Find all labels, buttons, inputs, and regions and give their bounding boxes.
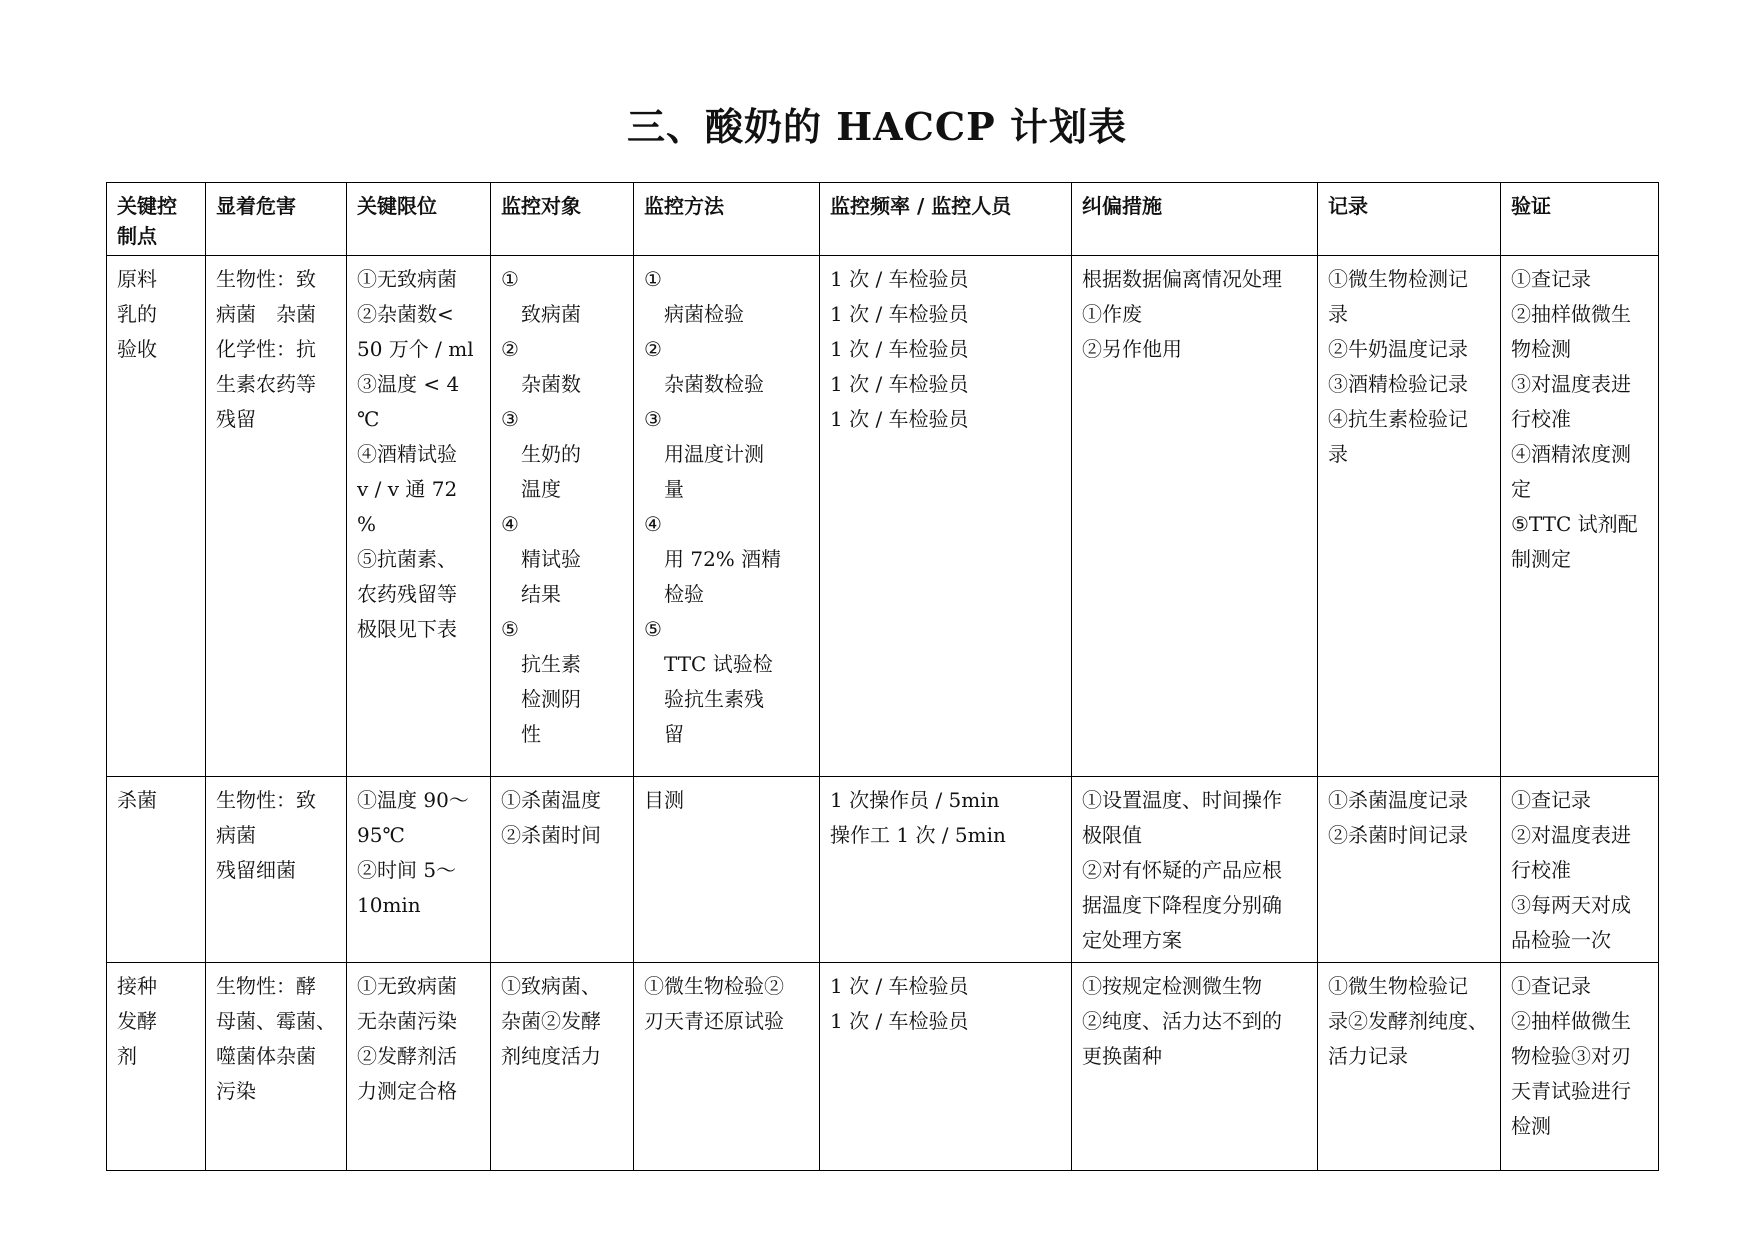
cell-line: ②	[501, 337, 519, 361]
objects-cell	[491, 256, 634, 777]
cell-line: 物检验③对刃	[1511, 1044, 1631, 1068]
cell-line: 1 次 / 车检验员	[830, 974, 969, 998]
cell-line: ②对有怀疑的产品应根	[1082, 858, 1282, 882]
cell-line: 50 万个 / ml	[357, 337, 474, 361]
limits-cell	[347, 256, 491, 777]
corrective-cell	[1072, 963, 1318, 1171]
cell-line: ①设置温度、时间操作	[1082, 788, 1282, 812]
cell-line: 结果	[501, 582, 561, 606]
cell-line: 残留	[216, 407, 256, 431]
cell-line: ②另作他用	[1082, 337, 1182, 361]
cell-line: 目测	[644, 788, 684, 812]
header-corrective: 纠偏措施	[1072, 183, 1318, 256]
cell-line: 病菌 杂菌	[216, 302, 316, 326]
ccp-cell	[107, 777, 206, 963]
cell-line: 更换菌种	[1082, 1044, 1162, 1068]
cell-line: 录②发酵剂纯度、	[1328, 1009, 1488, 1033]
verification-cell	[1501, 777, 1659, 963]
cell-line: 操作工 1 次 / 5min	[830, 823, 1006, 847]
frequency-cell	[820, 777, 1072, 963]
cell-line: 用温度计测	[644, 442, 764, 466]
cell-line: 刃天青还原试验	[644, 1009, 784, 1033]
ccp-cell	[107, 963, 206, 1171]
cell-line: 病菌	[216, 823, 256, 847]
cell-line: 物检测	[1511, 337, 1571, 361]
cell-line: 据温度下降程度分别确	[1082, 893, 1282, 917]
cell-line: ①无致病菌	[357, 974, 457, 998]
hazard-cell	[206, 256, 347, 777]
cell-line: 检验	[644, 582, 704, 606]
hazard-cell	[206, 963, 347, 1171]
cell-line: ③温度 < 4	[357, 372, 460, 396]
header-methods: 监控方法	[634, 183, 820, 256]
cell-line: ②抽样做微生	[1511, 302, 1631, 326]
cell-line: ②抽样做微生	[1511, 1009, 1631, 1033]
cell-line: 制测定	[1511, 547, 1571, 571]
page-title: 三、酸奶的 HACCP 计划表	[627, 104, 1127, 149]
cell-line: ③	[501, 407, 519, 431]
cell-line: 生物性：酵	[216, 974, 316, 998]
cell-line: 残留细菌	[216, 858, 296, 882]
header-hazard: 显着危害	[206, 183, 347, 256]
haccp-plan-table	[106, 182, 1659, 1171]
cell-line: 噬菌体杂菌	[216, 1044, 316, 1068]
cell-line: 生物性：致	[216, 267, 316, 291]
table-row	[107, 777, 1659, 963]
cell-line: 化学性：抗	[216, 337, 316, 361]
cell-line: 录	[1328, 302, 1348, 326]
verification-cell	[1501, 963, 1659, 1171]
cell-line: ①杀菌温度记录	[1328, 788, 1468, 812]
cell-line: 杂菌数	[501, 372, 581, 396]
cell-line: 力测定合格	[357, 1079, 457, 1103]
header-objects: 监控对象	[491, 183, 634, 256]
ccp-cell	[107, 256, 206, 777]
cell-line: ⑤抗菌素、	[357, 547, 457, 571]
cell-line: ①温度 90～	[357, 788, 469, 812]
cell-line: ③每两天对成	[1511, 893, 1631, 917]
cell-line: ①微生物检验②	[644, 974, 784, 998]
cell-line: ①微生物检测记	[1328, 267, 1468, 291]
cell-line: 活力记录	[1328, 1044, 1408, 1068]
methods-cell	[634, 256, 820, 777]
cell-line: ②纯度、活力达不到的	[1082, 1009, 1282, 1033]
cell-line: ①作废	[1082, 302, 1142, 326]
header-records: 记录	[1318, 183, 1501, 256]
cell-line: ②杂菌数<	[357, 302, 454, 326]
cell-line: 接种	[117, 974, 157, 998]
cell-line: ⑤	[644, 617, 662, 641]
cell-line: 验抗生素残	[644, 687, 764, 711]
cell-line: ③	[644, 407, 662, 431]
cell-line: 发酵	[117, 1009, 157, 1033]
cell-line: 留	[644, 722, 684, 746]
cell-line: 1 次操作员 / 5min	[830, 788, 1000, 812]
cell-line: ⑤	[501, 617, 519, 641]
cell-line: 无杂菌污染	[357, 1009, 457, 1033]
header-row	[107, 183, 1659, 256]
cell-line: 验收	[117, 337, 157, 361]
verification-cell	[1501, 256, 1659, 777]
cell-line: 天青试验进行	[1511, 1079, 1631, 1103]
cell-line: 定处理方案	[1082, 928, 1182, 952]
cell-line: 精试验	[501, 547, 581, 571]
records-cell	[1318, 256, 1501, 777]
cell-line: 乳的	[117, 302, 157, 326]
cell-line: 杀菌	[117, 788, 157, 812]
header-verification: 验证	[1501, 183, 1659, 256]
cell-line: 1 次 / 车检验员	[830, 267, 969, 291]
objects-cell	[491, 963, 634, 1171]
cell-line: ①致病菌、	[501, 974, 601, 998]
header-limits: 关键限位	[347, 183, 491, 256]
corrective-cell	[1072, 256, 1318, 777]
cell-line: ①按规定检测微生物	[1082, 974, 1262, 998]
cell-line: ②对温度表进	[1511, 823, 1631, 847]
cell-line: ②	[644, 337, 662, 361]
table-row	[107, 963, 1659, 1171]
cell-line: 杂菌数检验	[644, 372, 764, 396]
cell-line: 极限值	[1082, 823, 1142, 847]
cell-line: ④	[501, 512, 519, 536]
cell-line: ℃	[357, 407, 380, 431]
cell-line: 极限见下表	[357, 617, 457, 641]
cell-line: 剂纯度活力	[501, 1044, 601, 1068]
cell-line: 温度	[501, 477, 561, 501]
methods-cell	[634, 777, 820, 963]
cell-line: ①杀菌温度	[501, 788, 601, 812]
cell-line: 检测阴	[501, 687, 581, 711]
header-ccp: 关键控制点	[107, 183, 206, 256]
cell-line: TTC 试验检	[644, 652, 773, 676]
cell-line: 1 次 / 车检验员	[830, 302, 969, 326]
cell-line: ①	[644, 267, 662, 291]
cell-line: 污染	[216, 1079, 256, 1103]
cell-line: 原料	[117, 267, 157, 291]
hazard-cell	[206, 777, 347, 963]
cell-line: 品检验一次	[1511, 928, 1611, 952]
cell-line: ④酒精试验	[357, 442, 457, 466]
cell-line: ⑤TTC 试剂配	[1511, 512, 1638, 536]
cell-line: 病菌检验	[644, 302, 744, 326]
table-row	[107, 256, 1659, 777]
frequency-cell	[820, 256, 1072, 777]
cell-line: ②时间 5～	[357, 858, 457, 882]
cell-line: 根据数据偏离情况处理	[1082, 267, 1282, 291]
header-frequency: 监控频率 / 监控人员	[820, 183, 1072, 256]
limits-cell	[347, 963, 491, 1171]
records-cell	[1318, 777, 1501, 963]
cell-line: 10min	[357, 893, 421, 917]
cell-line: 性	[501, 722, 541, 746]
cell-line: ④酒精浓度测	[1511, 442, 1631, 466]
cell-line: 剂	[117, 1044, 137, 1068]
cell-line: 1 次 / 车检验员	[830, 337, 969, 361]
cell-line: 生物性：致	[216, 788, 316, 812]
frequency-cell	[820, 963, 1072, 1171]
cell-line: ②杀菌时间	[501, 823, 601, 847]
cell-line: 农药残留等	[357, 582, 457, 606]
cell-line: ③酒精检验记录	[1328, 372, 1468, 396]
records-cell	[1318, 963, 1501, 1171]
cell-line: 定	[1511, 477, 1531, 501]
cell-line: 致病菌	[501, 302, 581, 326]
cell-line: 1 次 / 车检验员	[830, 407, 969, 431]
cell-line: ①查记录	[1511, 974, 1591, 998]
cell-line: 行校准	[1511, 407, 1571, 431]
cell-line: v / v 通 72	[357, 477, 458, 501]
cell-line: ②发酵剂活	[357, 1044, 457, 1068]
cell-line: 用 72% 酒精	[644, 547, 782, 571]
cell-line: %	[357, 512, 377, 536]
cell-line: 录	[1328, 442, 1348, 466]
cell-line: ③对温度表进	[1511, 372, 1631, 396]
cell-line: 1 次 / 车检验员	[830, 372, 969, 396]
cell-line: 量	[644, 477, 684, 501]
cell-line: 抗生素	[501, 652, 581, 676]
cell-line: ①查记录	[1511, 788, 1591, 812]
cell-line: 母菌、霉菌、	[216, 1009, 336, 1033]
cell-line: 1 次 / 车检验员	[830, 1009, 969, 1033]
cell-line: 生奶的	[501, 442, 581, 466]
cell-line: 杂菌②发酵	[501, 1009, 601, 1033]
cell-line: 行校准	[1511, 858, 1571, 882]
cell-line: ④抗生素检验记	[1328, 407, 1468, 431]
cell-line: ①查记录	[1511, 267, 1591, 291]
objects-cell	[491, 777, 634, 963]
cell-line: ①	[501, 267, 519, 291]
cell-line: ②杀菌时间记录	[1328, 823, 1468, 847]
cell-line: ①微生物检验记	[1328, 974, 1468, 998]
cell-line: 检测	[1511, 1114, 1551, 1138]
cell-line: ②牛奶温度记录	[1328, 337, 1468, 361]
cell-line: 生素农药等	[216, 372, 316, 396]
cell-line: ④	[644, 512, 662, 536]
limits-cell	[347, 777, 491, 963]
corrective-cell	[1072, 777, 1318, 963]
cell-line: 95℃	[357, 823, 405, 847]
methods-cell	[634, 963, 820, 1171]
cell-line: ①无致病菌	[357, 267, 457, 291]
